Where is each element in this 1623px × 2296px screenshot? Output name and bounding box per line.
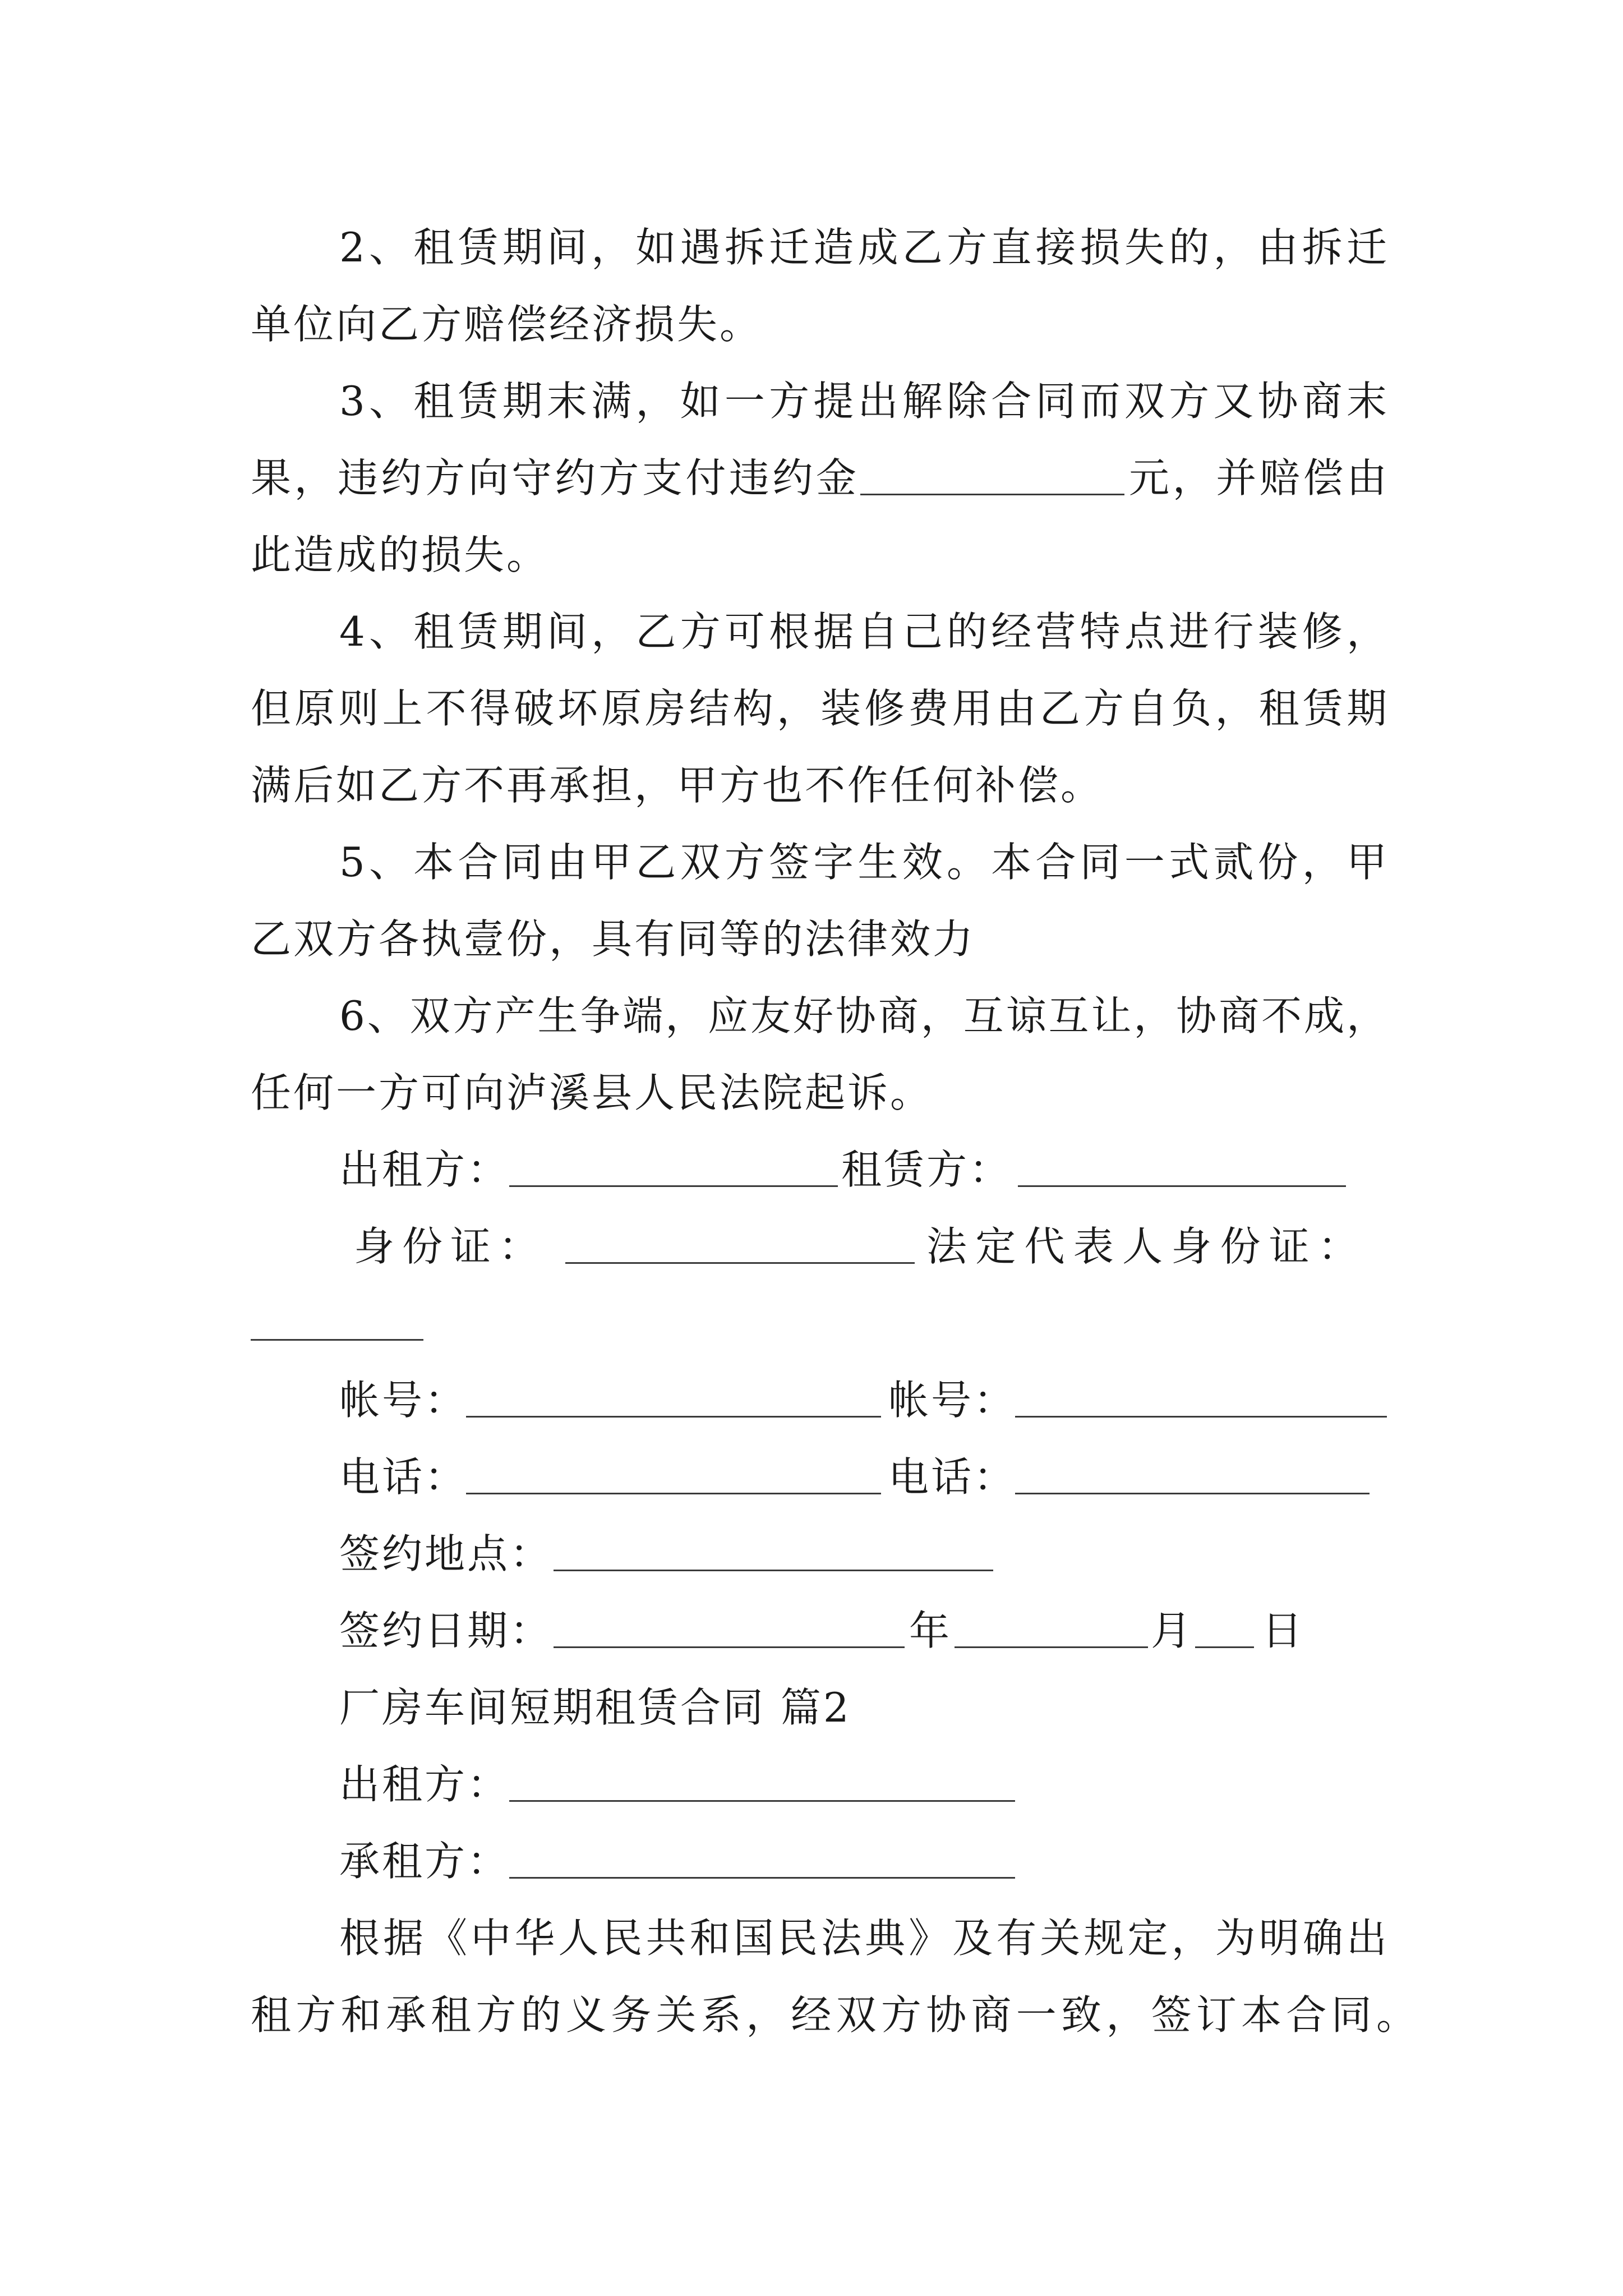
- legal-rep-id-blank: [251, 1285, 423, 1341]
- clause-2-text-2: 单位向乙方赔偿经济损失。: [251, 301, 763, 348]
- clause-4-text-1: 4、租赁期间，乙方可根据自己的经营特点进行装修，: [339, 608, 1391, 655]
- lessor-account-blank: [466, 1362, 881, 1418]
- clause-4-text-3: 满后如乙方不再承担，甲方也不作任何补偿。: [251, 762, 1104, 809]
- clause-5-line-2: [0, 901, 1623, 978]
- contract-2-lessee-blank: [509, 1823, 1015, 1879]
- id-card-blank: [565, 1208, 915, 1264]
- contract-2-lessee-line: [0, 1823, 1623, 1900]
- clause-4-line-3: [0, 747, 1623, 824]
- clause-5-text-1: 5、本合同由甲乙双方签字生效。本合同一式贰份，甲: [339, 839, 1391, 886]
- legal-rep-id-continuation-line: [0, 1285, 1623, 1362]
- lessee-phone-label: 电话：: [888, 1453, 1017, 1501]
- signing-place-label: 签约地点：: [339, 1530, 553, 1577]
- phone-line: [0, 1439, 1623, 1516]
- lessor-account-label: 帐号：: [339, 1377, 468, 1424]
- year-label: 年: [909, 1607, 952, 1654]
- id-card-line: [0, 1208, 1623, 1285]
- lessee-account-label: 帐号：: [888, 1377, 1017, 1424]
- day-label: 日: [1262, 1607, 1305, 1654]
- signing-date-label: 签约日期：: [339, 1607, 553, 1654]
- clause-3-text-2b: 元，并赔偿由: [1129, 454, 1390, 501]
- legal-rep-id-label: 法定代表人身份证：: [926, 1223, 1367, 1270]
- contract-2-heading: 厂房车间短期租赁合同 篇2: [339, 1684, 851, 1731]
- clause-2-line-1: [0, 209, 1623, 286]
- clause-6-line-2: [0, 1055, 1623, 1131]
- contract-2-preamble-text-1: 根据《中华人民共和国民法典》及有关规定，为明确出: [339, 1915, 1391, 1962]
- clause-6-text-2: 任何一方可向泸溪县人民法院起诉。: [251, 1069, 933, 1116]
- clause-4-line-1: [0, 593, 1623, 670]
- clause-3-text-3: 此造成的损失。: [251, 531, 550, 578]
- contract-2-heading-line: [0, 1669, 1623, 1746]
- month-label: 月: [1151, 1607, 1194, 1654]
- day-blank: [1195, 1593, 1254, 1648]
- clause-4-line-2: [0, 670, 1623, 747]
- clause-5-line-1: [0, 824, 1623, 901]
- clause-5-text-2: 乙双方各执壹份，具有同等的法律效力: [251, 915, 976, 963]
- lessee-label: 租赁方：: [841, 1146, 1012, 1193]
- contract-2-preamble-text-2: 租方和承租方的义务关系，经双方协商一致，签订本合同。: [251, 1991, 1422, 2039]
- clause-3-line-1: [0, 363, 1623, 440]
- lessee-account-blank: [1015, 1362, 1387, 1418]
- contract-2-preamble-line-1: [0, 1900, 1623, 1977]
- clause-6-text-1: 6、双方产生争端，应友好协商，互谅互让，协商不成，: [339, 992, 1389, 1039]
- account-line: [0, 1362, 1623, 1439]
- clause-6-line-1: [0, 978, 1623, 1055]
- month-blank: [955, 1593, 1148, 1648]
- clause-2-text-1: 2、租赁期间，如遇拆迁造成乙方直接损失的，由拆迁: [339, 224, 1391, 271]
- signing-place-blank: [554, 1516, 993, 1571]
- lessee-phone-blank: [1015, 1439, 1370, 1494]
- clause-2-line-2: [0, 286, 1623, 363]
- contract-2-lessor-line: [0, 1746, 1623, 1823]
- signing-place-line: [0, 1516, 1623, 1593]
- lessee-blank: [1018, 1131, 1346, 1187]
- clause-3-text-1: 3、租赁期末满，如一方提出解除合同而双方又协商末: [339, 378, 1391, 425]
- penalty-amount-blank: [860, 440, 1124, 495]
- year-blank: [554, 1593, 905, 1648]
- id-card-label: 身份证：: [354, 1223, 547, 1270]
- lessor-label: 出租方：: [339, 1146, 510, 1193]
- signing-date-line: [0, 1593, 1623, 1669]
- clause-3-line-3: [0, 517, 1623, 593]
- contract-2-lessee-label: 承租方：: [339, 1838, 510, 1885]
- contract-2-lessor-label: 出租方：: [339, 1761, 510, 1808]
- parties-line: [0, 1131, 1623, 1208]
- clause-4-text-2: 但原则上不得破坏原房结构，装修费用由乙方自负，租赁期: [251, 685, 1391, 732]
- lessor-phone-label: 电话：: [339, 1453, 468, 1501]
- lessor-phone-blank: [466, 1439, 881, 1494]
- clause-3-line-2: [0, 440, 1623, 517]
- clause-3-text-2a: 果，违约方向守约方支付违约金: [251, 454, 860, 501]
- contract-2-lessor-blank: [509, 1746, 1015, 1802]
- contract-2-preamble-line-2: [0, 1977, 1623, 2054]
- lessor-blank: [509, 1131, 838, 1187]
